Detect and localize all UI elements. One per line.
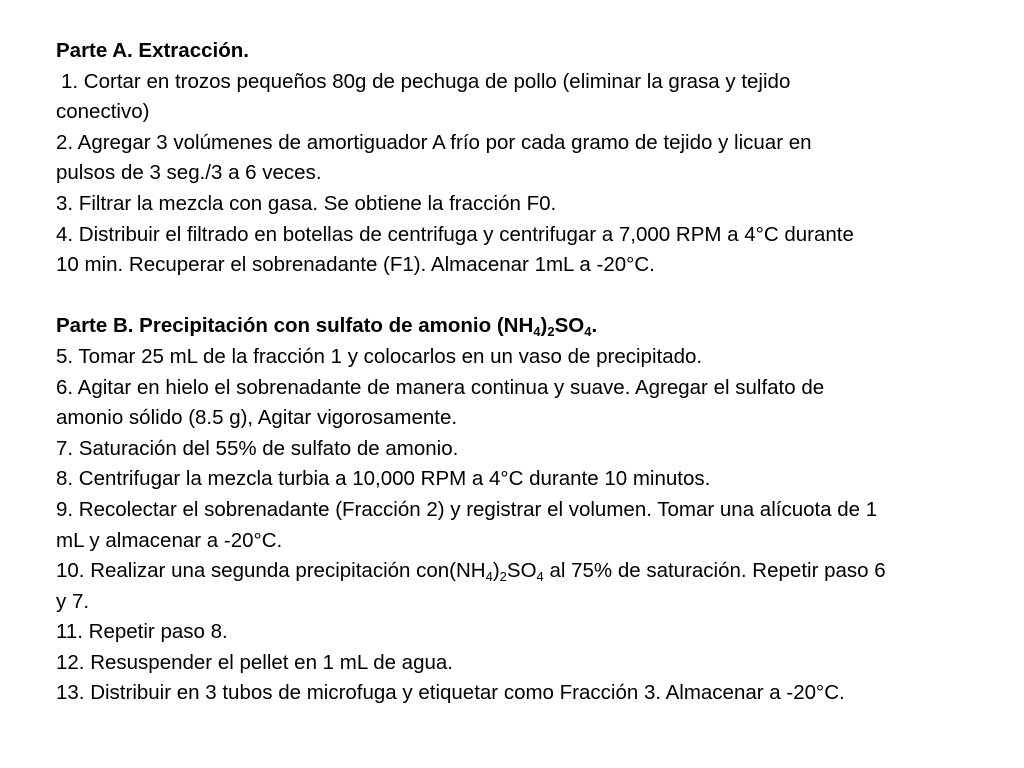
part-b-heading-so: SO: [554, 314, 585, 338]
step-10-text: 10. Realizar una segunda precipitación con(NH: [56, 559, 486, 583]
step-10-sub-3: 4: [536, 569, 544, 585]
step-6-line-1: 6. Agitar en hielo el sobrenadante de manera continua y suave. Agregar el sulfato de: [56, 375, 825, 399]
part-b-heading-sub-3: 4: [584, 324, 592, 340]
step-3: 3. Filtrar la mezcla con gasa. Se obtiene la fracción F0.: [56, 191, 557, 215]
step-10-paren: ): [492, 559, 500, 583]
step-10-rest: al 75% de saturación. Repetir paso 6: [543, 559, 886, 583]
step-1-line-2: conectivo): [56, 100, 150, 124]
step-2-line-1: 2. Agregar 3 volúmenes de amortiguador A frío por cada gramo de tejido y licuar en: [56, 130, 812, 154]
step-10-so: SO: [506, 559, 537, 583]
step-10-sub-1: 4: [485, 569, 493, 585]
part-b-heading-sub-2: 2: [547, 324, 555, 340]
step-4-line-2: 10 min. Recuperar el sobrenadante (F1). Almacenar 1mL a -20°C.: [56, 253, 655, 277]
step-6-line-2: amonio sólido (8.5 g), Agitar vigorosamente.: [56, 406, 458, 430]
step-4-line-1: 4. Distribuir el filtrado en botellas de centrifuga y centrifugar a 7,000 RPM a 4°C durante: [56, 222, 854, 246]
section-spacer: [56, 281, 996, 312]
step-11: 11. Repetir paso 8.: [56, 620, 228, 644]
protocol-text-block: [56, 36, 996, 709]
part-b-heading-sub-1: 4: [533, 324, 541, 340]
part-b-heading-period: .: [591, 314, 598, 338]
step-2-line-2: pulsos de 3 seg./3 a 6 veces.: [56, 161, 322, 185]
step-1-line-1: 1. Cortar en trozos pequeños 80g de pechuga de pollo (eliminar la grasa y tejido: [61, 69, 791, 93]
step-7: 7. Saturación del 55% de sulfato de amonio.: [56, 436, 459, 460]
part-a-heading: Parte A. Extracción.: [56, 39, 249, 62]
step-13: 13. Distribuir en 3 tubos de microfuga y etiquetar como Fracción 3. Almacenar a -20°C.: [56, 681, 845, 705]
step-8: 8. Centrifugar la mezcla turbia a 10,000 RPM a 4°C durante 10 minutos.: [56, 467, 711, 491]
step-9-line-1: 9. Recolectar el sobrenadante (Fracción 2) y registrar el volumen. Tomar una alícuota de 1: [56, 497, 878, 521]
step-10-line-1: [56, 556, 996, 587]
step-9-line-2: mL y almacenar a -20°C.: [56, 528, 283, 552]
part-b-heading-text: Parte B. Precipitación con sulfato de amonio (NH: [56, 314, 534, 338]
step-12: 12. Resuspender el pellet en 1 mL de agua.: [56, 650, 453, 674]
step-10-line-2: y 7.: [56, 589, 90, 613]
part-b-heading-paren: ): [540, 314, 548, 338]
part-b-heading: [56, 311, 996, 342]
step-5: 5. Tomar 25 mL de la fracción 1 y colocarlos en un vaso de precipitado.: [56, 344, 703, 368]
step-10-sub-2: 2: [499, 569, 507, 585]
